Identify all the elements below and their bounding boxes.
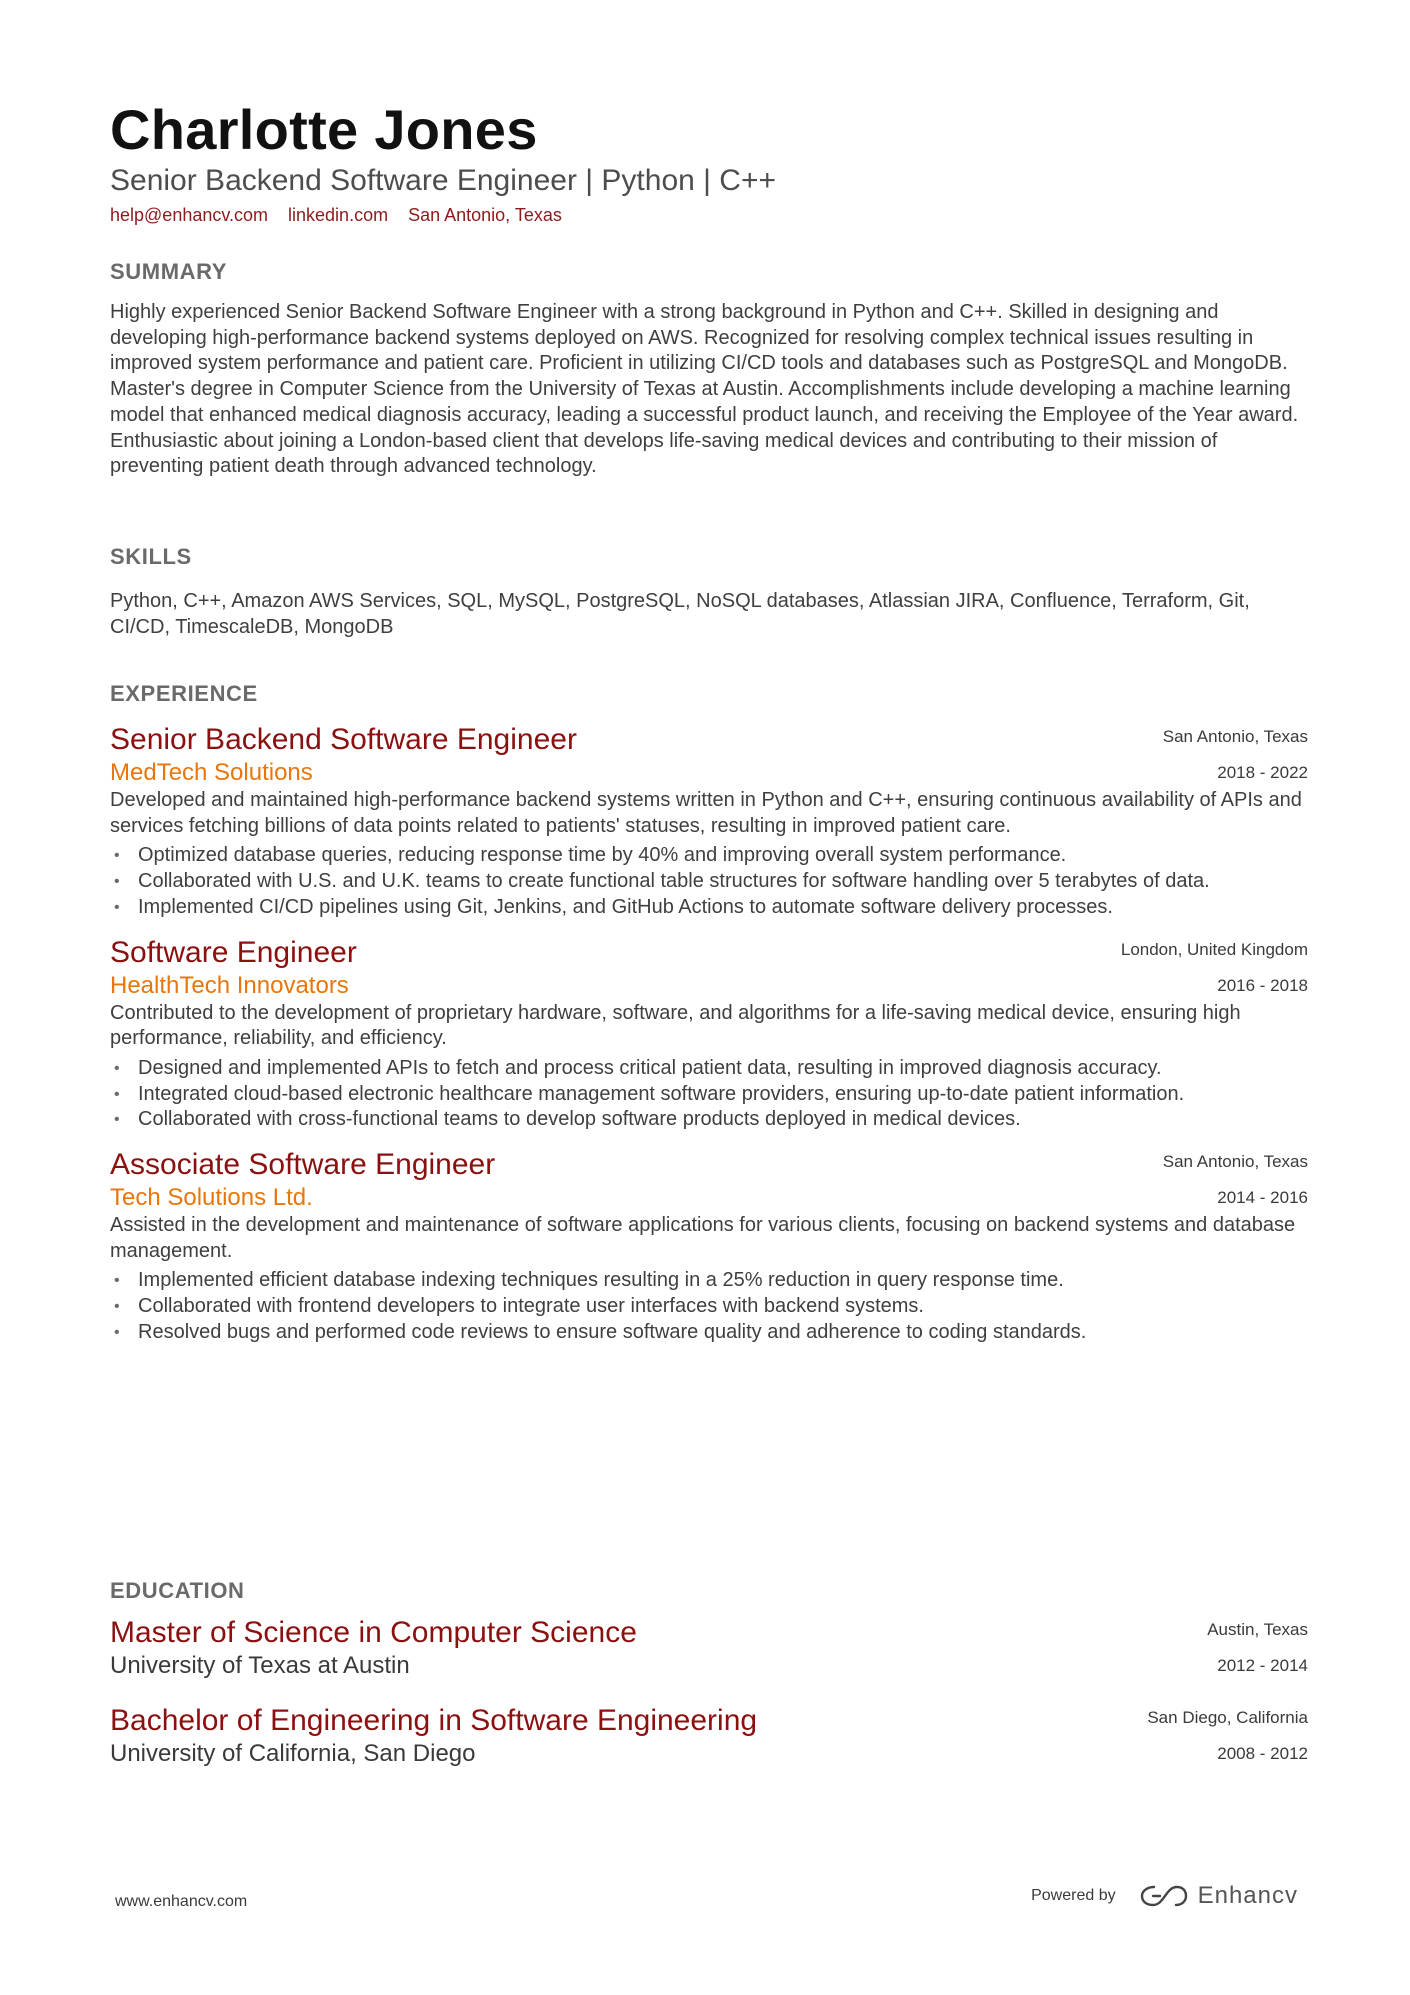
school-name: University of Texas at Austin [110,1652,410,1679]
experience-entry [110,1147,1308,1346]
job-bullet: • Implemented efficient database indexing techniques resulting in a 25% reduction in query response time. [110,1268,1308,1294]
job-location: San Antonio, Texas [1162,1152,1308,1172]
bullet-dot-icon: • [114,1059,120,1077]
job-dates: 2018 - 2022 [1217,763,1308,782]
job-company: MedTech Solutions [110,759,313,786]
contact-location: San Antonio, Texas [408,205,562,225]
job-bullet: • Collaborated with frontend developers to integrate user interfaces with backend systems. [110,1294,1308,1320]
degree-title: Master of Science in Computer Science [110,1616,637,1649]
job-company: HealthTech Innovators [110,971,349,999]
job-title: Senior Backend Software Engineer [110,723,577,756]
candidate-headline: Senior Backend Software Engineer | Python | C++ [110,164,776,197]
education-dates: 2008 - 2012 [1217,1744,1308,1763]
job-description: Contributed to the development of proprietary hardware, software, and algorithms for a life-saving medical device, ensuring high performance, reliability, and efficiency. [110,1001,1241,1050]
summary-text: Highly experienced Senior Backend Software Engineer with a strong background in Python and C++. Skilled in designing and developing high-performance backend systems deployed on AWS. Recognized for resolving complex technical issues resulting in improved system performance and patient care. Proficient in utilizing CI/CD tools and databases such as PostgreSQL and MongoDB. Master's degree in Computer Science from the University of Texas at Austin. Accomplishments include developing a machine learning model that enhanced medical diagnosis accuracy, leading a successful product launch, and receiving the Employee of the Year award. Enthusiastic about joining a London-based client that develops life-saving medical devices and contributing to their mission of preventing patient death through advanced technology. [110,301,1299,478]
experience-entry [110,935,1308,1134]
job-dates: 2014 - 2016 [1217,1188,1308,1208]
job-description: Developed and maintained high-performance backend systems written in Python and C++, ensuring continuous availability of APIs and services fetching billions of data points related to patients' statuses, resulting in improved patient care. [110,789,1302,837]
job-bullet: • Implemented CI/CD pipelines using Git, Jenkins, and GitHub Actions to automate software delivery processes. [110,895,1308,921]
job-bullet: • Designed and implemented APIs to fetch and process critical patient data, resulting in improved diagnosis accuracy. [110,1056,1308,1082]
enhancv-brand-link[interactable] [1140,1882,1298,1910]
job-bullet: • Collaborated with cross-functional teams to develop software products deployed in medical devices. [110,1107,1308,1133]
job-bullet: • Integrated cloud-based electronic healthcare management software providers, ensuring up-to-date patient information. [110,1082,1308,1108]
candidate-name: Charlotte Jones [110,98,538,161]
footer-branding [1031,1882,1298,1910]
job-bullet: • Resolved bugs and performed code reviews to ensure software quality and adherence to coding standards. [110,1320,1308,1346]
bullet-dot-icon: • [114,1085,120,1103]
education-entry [110,1703,1308,1769]
bullet-dot-icon: • [114,1298,120,1316]
bullet-dot-icon: • [114,1111,120,1129]
contact-email-link[interactable]: help@enhancv.com [110,205,269,225]
bullet-dot-icon: • [114,1272,120,1290]
job-title: Software Engineer [110,935,357,969]
job-company: Tech Solutions Ltd. [110,1184,313,1212]
bullet-dot-icon: • [114,1323,120,1341]
summary-section [110,258,1308,480]
education-location: Austin, Texas [1207,1620,1308,1639]
resume-header [110,98,1308,226]
education-location: San Diego, California [1147,1708,1308,1727]
school-name: University of California, San Diego [110,1740,476,1767]
bullet-dot-icon: • [114,898,120,916]
job-bullet: • Collaborated with U.S. and U.K. teams to create functional table structures for software handling over 5 terabytes of data. [110,869,1308,895]
experience-section [110,680,1308,1346]
powered-by-label: Powered by [1031,1887,1116,1904]
skills-heading: SKILLS [110,544,192,569]
experience-entry [110,722,1308,921]
summary-heading: SUMMARY [110,259,228,284]
job-bullet-list [110,1268,1308,1345]
education-section [110,1577,1308,1769]
job-bullet-list [110,1056,1308,1133]
contact-linkedin-link[interactable]: linkedin.com [288,205,389,225]
resume-page [110,98,1308,1767]
job-bullet-list [110,843,1308,920]
job-title: Associate Software Engineer [110,1148,496,1182]
education-dates: 2012 - 2014 [1217,1656,1308,1675]
education-entry [110,1615,1308,1681]
contact-list [110,204,1308,226]
enhancv-logo-icon [1140,1883,1188,1909]
skills-text: Python, C++, Amazon AWS Services, SQL, MySQL, PostgreSQL, NoSQL databases, Atlassian JIRA, Confluence, Terraform, Git, CI/CD, TimescaleDB, MongoDB [110,590,1250,638]
job-location: San Antonio, Texas [1162,727,1308,746]
footer-website-link[interactable]: www.enhancv.com [115,1893,248,1910]
experience-heading: EXPERIENCE [110,681,258,706]
education-heading: EDUCATION [110,1578,245,1603]
bullet-dot-icon: • [114,873,120,891]
skills-section [110,543,1308,640]
degree-title: Bachelor of Engineering in Software Engineering [110,1704,758,1737]
bullet-dot-icon: • [114,847,120,865]
job-bullet: • Optimized database queries, reducing response time by 40% and improving overall system performance. [110,843,1308,869]
job-location: London, United Kingdom [1120,939,1308,959]
job-description: Assisted in the development and maintenance of software applications for various clients, focusing on backend systems and database management. [110,1214,1296,1262]
job-dates: 2016 - 2018 [1217,975,1308,995]
brand-name: Enhancv [1197,1882,1298,1909]
